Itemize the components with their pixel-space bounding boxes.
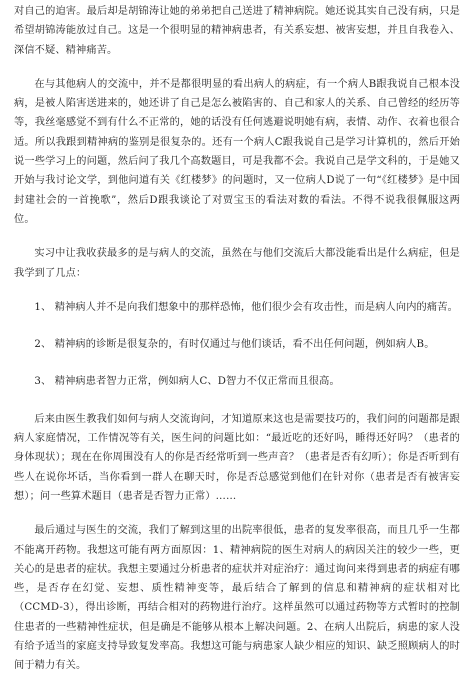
list-item-1: 1、 精神病人并不是向我们想象中的那样恐怖，他们很少会有攻击性，而是病人向内的痛苦。 — [34, 301, 458, 313]
paragraph-lessons-intro: 实习中让我收获最多的是与病人的交流，虽然在与他们交流后大都没能看出是什么病症，但是我学到了几点： — [14, 248, 460, 279]
paragraph-patient-observations: 在与其他病人的交流中，并不是都很明显的看出病人的病症，有一个病人B跟我说自己根本没病，是被人陷害送进来的，她还讲了自己是怎么被陷害的、自己和家人的关系、自己曾经的经历等等，我丝毫感觉不到有什么不正常的，她的话没有任何逃避说明她有病，表情、动作、衣着也很合适。所以我跟到精神病的鉴别是很复杂的。还有一个病人C跟我说自己是学习计算机的，然后开始说一些学习上的问题，然后问了我几个高数题目，可是我都不会。我说自己是学文科的，于是她又开始与我讨论文学，到他问道有关《红楼梦》的问题时，又一位病人D说了一句“《红楼梦》是中国封建社会的一首挽歌”，然后D跟我谈论了对贾宝玉的看法对数的看法。不得不说我很佩服这两位。 — [14, 78, 460, 225]
paragraph-conclusion: 最后通过与医生的交流，我们了解到这里的出院率很低，患者的复发率很高，而且几乎一生都不能离开药物。我想这可能有两方面原因：1、精神病院的医生对病人的病因关注的较少一些，更关心的是患者的症状。我想主要通过分析患者的症状并对症治疗：通过询问来得到患者的病症有哪些，是否存在幻觉、妄想、质性精神变等，最后结合了解到的信息和精神病的症状相对比（CCMD-3），得出诊断，再结合相对的药物进行治疗。这样虽然可以通过药物等方式暂时的控制住患者的一些精神性症状，但是确是不能够从根本上解决问题。2、在病人出院后，病患的家人没有给予适当的家庭支持导致复发率高。我想这可能与病患家人缺少相应的知识、缺乏照顾病人的时间于精力有关。 — [14, 525, 460, 672]
list-item-2: 2、 精神病的诊断是很复杂的，有时仅通过与他们谈话，看不出任何问题，例如病人B。 — [34, 339, 435, 351]
list-item-3: 3、 精神病患者智力正常，例如病人C、D智力不仅正常而且很高。 — [34, 376, 340, 388]
paragraph-intro-continued: 对自己的迫害。最后却是胡锦涛让她的弟弟把自己送进了精神病院。她还说其实自己没有病，只是希望胡锦涛能放过自己。这是一个很明显的精神病患者，有关系妄想、被害妄想，并且自我卷入、深信不疑、精神痛苦。 — [14, 6, 460, 56]
paragraph-doctor-questions: 后来由医生教我们如何与病人交流询问，才知道原来这也是需要技巧的，我们问的问题都是跟病人家庭情况，工作情况等有关，医生问的问题比如：“最近吃的还好吗，睡得还好吗？（患者的身体现状）；现在在你周围没有人的你是否经常听到一些声音？（患者是否有幻听）；你是否听到有些人在说你坏话，当你看到一群人在聊天时，你是否总感觉到他们在针对你（患者是否有被害妄想）；问一些算术题目（患者是否智力正常）…… — [14, 413, 460, 502]
